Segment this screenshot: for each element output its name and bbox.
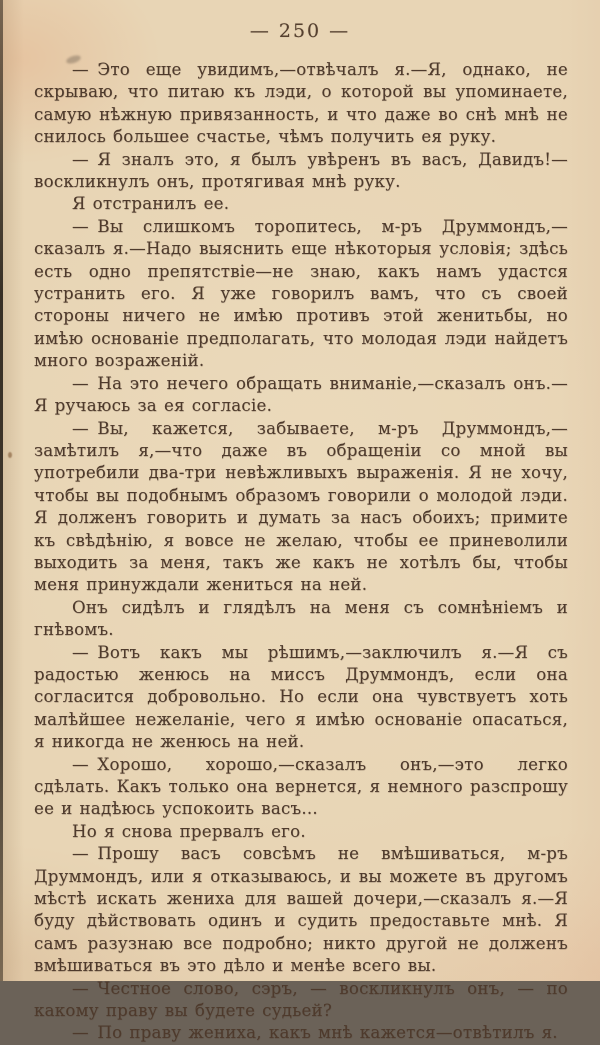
paragraph: — Вотъ какъ мы рѣшимъ,—заключилъ я.—Я съ радостью женюсь на миссъ Друммондъ, если она согласится добровольно. Но если она чувствуетъ хоть малѣйшее нежеланіе, чего я имѣю основаніе опасаться, я никогда не женюсь на ней. — [34, 642, 568, 752]
paragraph: — По праву жениха, какъ мнѣ кажется—отвѣтилъ я. — [72, 1023, 558, 1043]
paragraph: — Хорошо, хорошо,—сказалъ онъ,—это легко сдѣлать. Какъ только она вернется, я немного разспрошу ее и надѣюсь успокоить васъ... — [34, 754, 568, 819]
paragraph: Я отстранилъ ее. — [72, 194, 230, 214]
paragraph: — Честное слово, сэръ, — воскликнулъ онъ, — по какому праву вы будете судьей? — [34, 978, 568, 1021]
page-number: — 250 — — [249, 20, 351, 42]
paragraph: — Это еще увидимъ,—отвѣчалъ я.—Я, однако, не скрываю, что питаю къ лэди, о которой вы упоминаете, самую нѣжную привязанность, и что даже во снѣ мнѣ не снилось большее счастье, чѣмъ получить ея руку. — [34, 60, 568, 147]
paper-speck — [8, 452, 12, 458]
paragraph: — На это нечего обращать вниманіе,—сказалъ онъ.—Я ручаюсь за ея согласіе. — [34, 373, 568, 416]
paragraph: — Прошу васъ совсѣмъ не вмѣшиваться, м-ръ Друммондъ, или я отказываюсь, и вы можете въ другомъ мѣстѣ искать жениха для вашей дочери,—сказалъ я.—Я буду дѣйствовать одинъ и судить предоставьте мнѣ. Я самъ разузнаю все подробно; никто другой не долженъ вмѣшиваться въ это дѣло и менѣе всего вы. — [34, 844, 568, 976]
paragraph: — Я зналъ это, я былъ увѣренъ въ васъ, Давидъ!—воскликнулъ онъ, протягивая мнѣ руку. — [34, 149, 568, 192]
paragraph: — Вы, кажется, забываете, м-ръ Друммондъ,—замѣтилъ я,—что даже въ обращеніи со мной вы употребили два-три невѣжливыхъ выраженія. Я не хочу, чтобы вы подобнымъ образомъ говорили о молодой лэди. Я долженъ говорить и думать за насъ обоихъ; примите къ свѣдѣнію, я вовсе не желаю, чтобы ее приневолили выходить за меня, такъ же какъ не хотѣлъ бы, чтобы меня принуждали жениться на ней. — [34, 418, 568, 595]
paragraph: — Вы слишкомъ торопитесь, м-ръ Друммондъ,—сказалъ я.—Надо выяснить еще нѣкоторыя условія; здѣсь есть одно препятствіе—не знаю, какъ намъ удастся устранить его. Я уже говорилъ вамъ, что съ своей стороны ничего не имѣю противъ этой женитьбы, но имѣю основаніе предполагать, что молодая лэди найдетъ много возраженій. — [34, 216, 568, 371]
paragraph: Онъ сидѣлъ и глядѣлъ на меня съ сомнѣніемъ и гнѣвомъ. — [34, 597, 568, 640]
scan-edge-left — [0, 0, 3, 981]
page-text — [34, 59, 568, 1045]
paragraph: Но я снова прервалъ его. — [72, 821, 306, 841]
page-header — [0, 20, 600, 42]
